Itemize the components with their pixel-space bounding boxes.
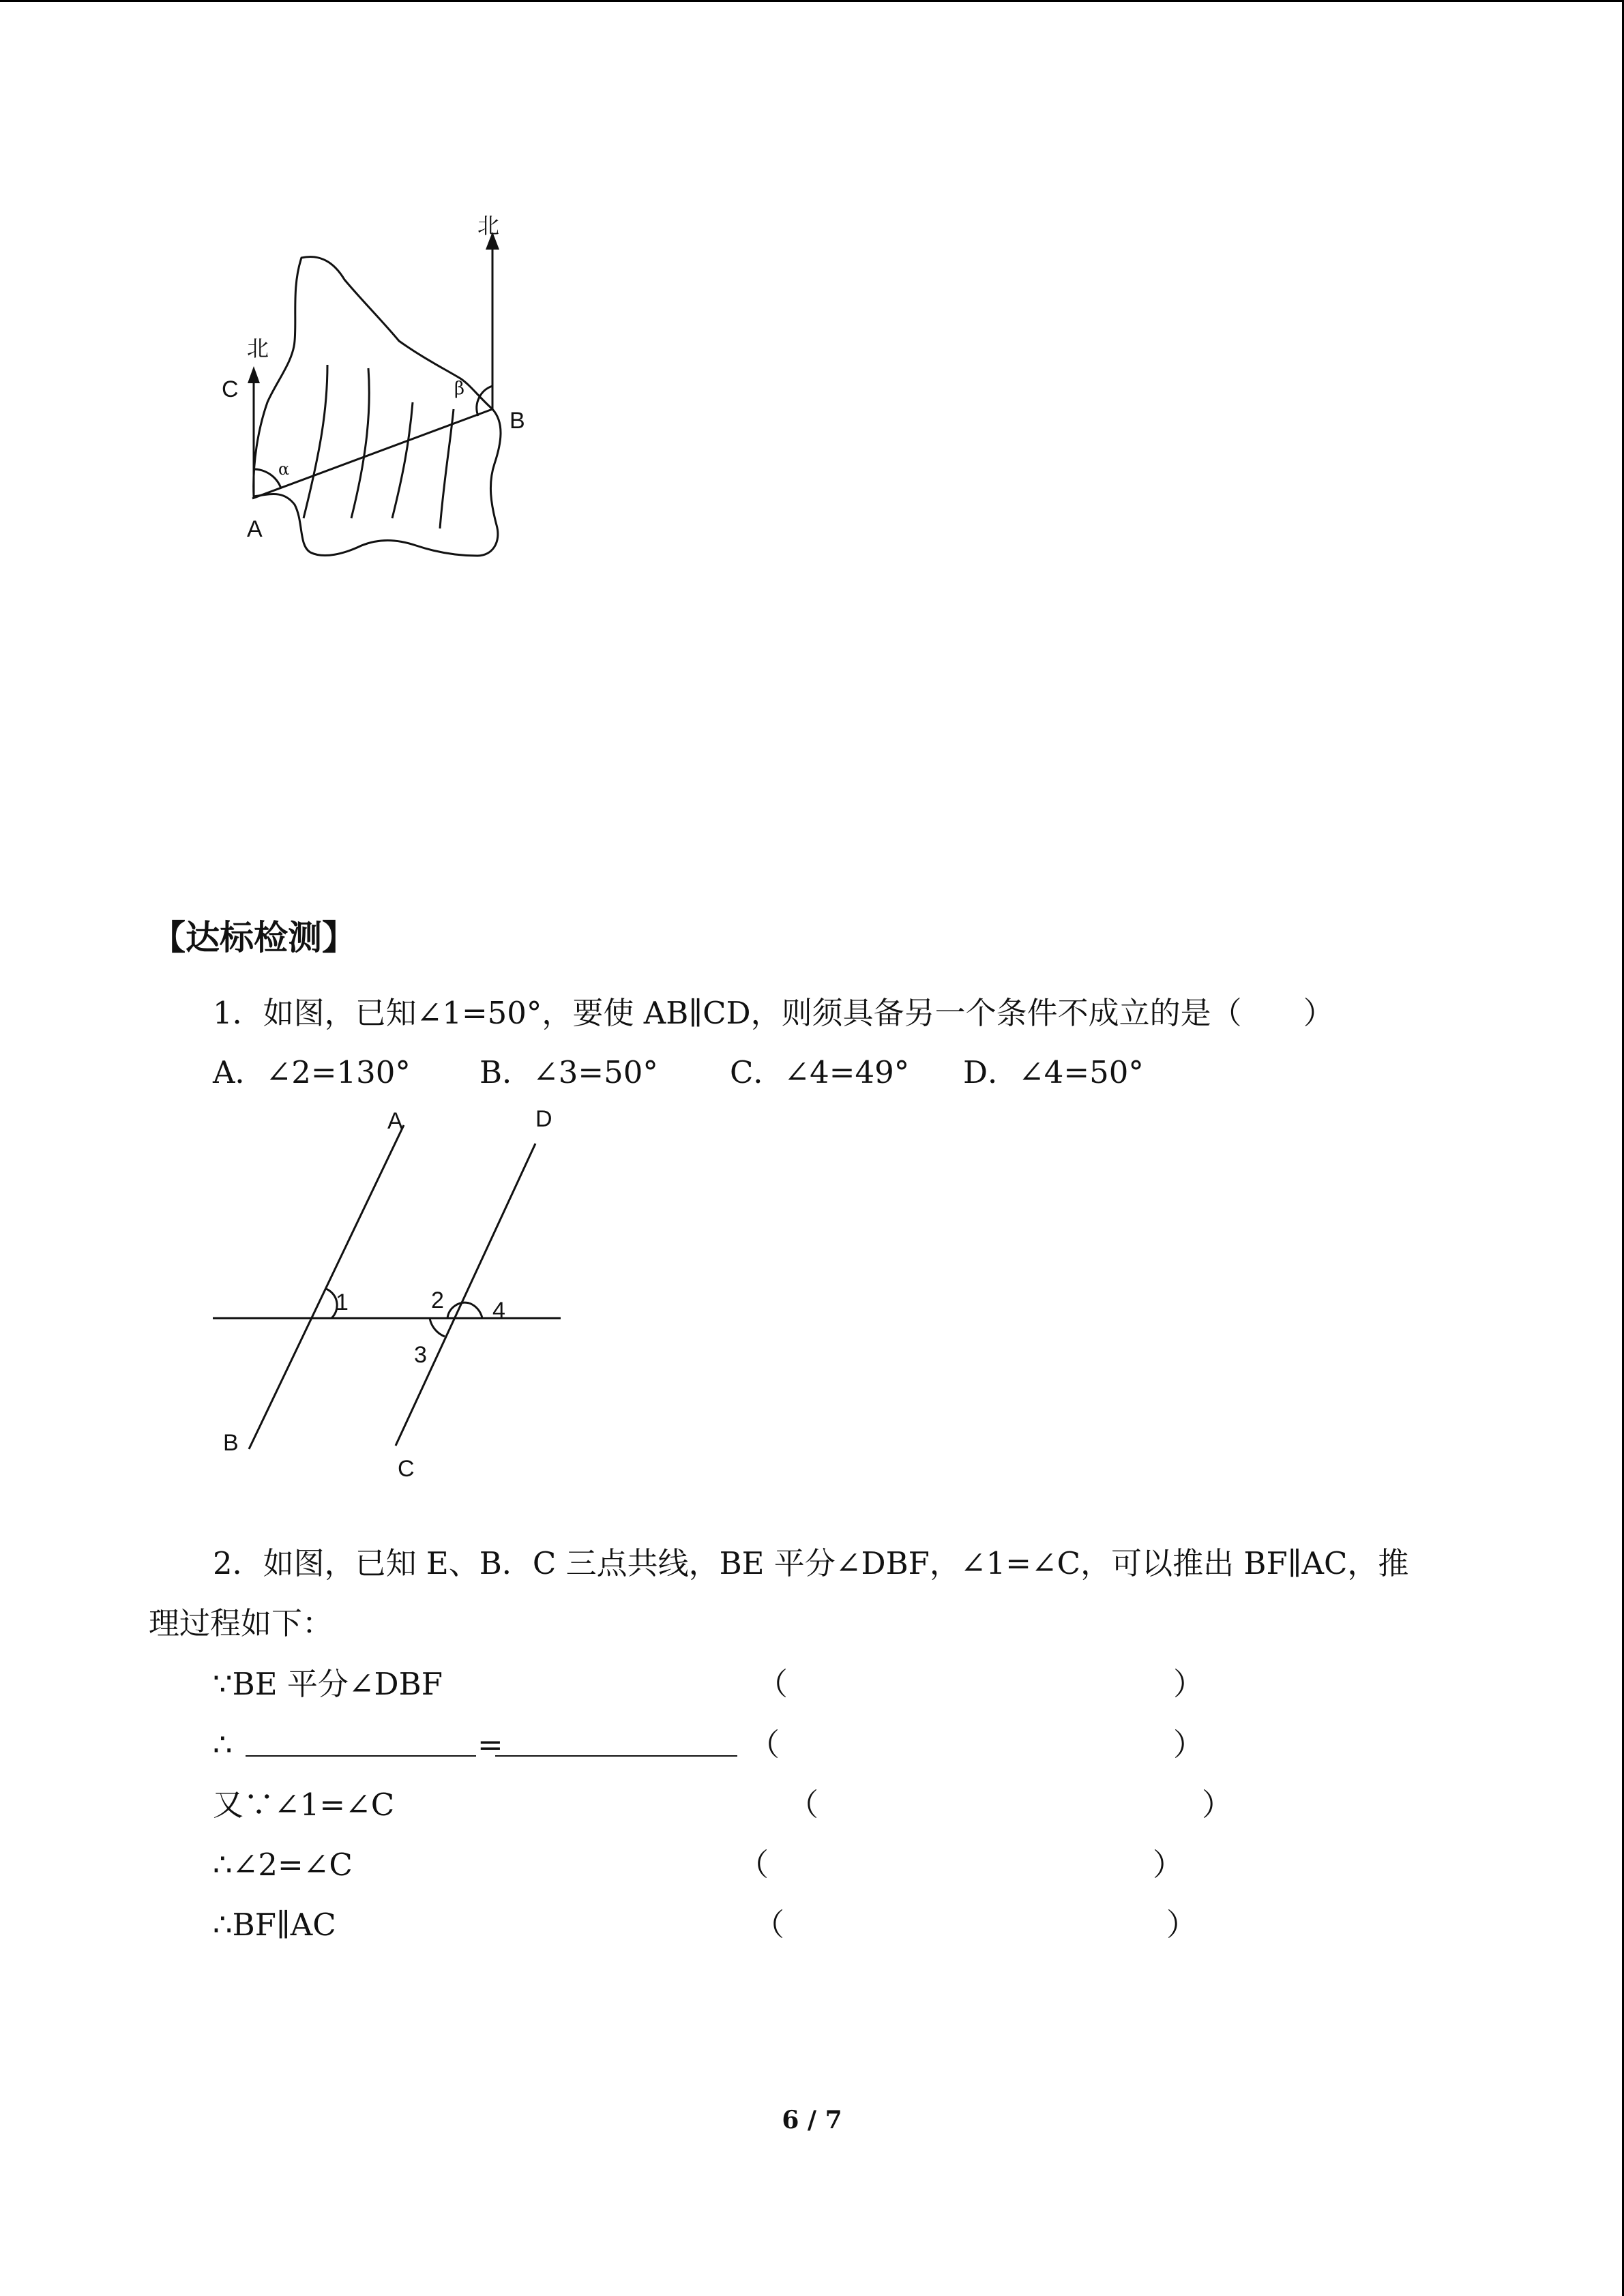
q2-step2-close-paren: ） xyxy=(1173,1727,1205,1763)
q2-step4-close-paren: ） xyxy=(1153,1847,1184,1883)
fig2-label-2: 2 xyxy=(431,1287,444,1313)
fig2-label-3: 3 xyxy=(414,1342,427,1368)
line-ab xyxy=(249,1125,404,1449)
q1-option-c: C．∠4=49° xyxy=(730,1054,910,1090)
q2-step2-blank-left[interactable] xyxy=(246,1728,476,1757)
label-b: B xyxy=(510,408,525,434)
q2-stem-line1: 2．如图，已知 E、B．C 三点共线，BE 平分∠DBF，∠1=∠C，可以推出 BF∥AC，推 xyxy=(213,1545,1409,1581)
q2-step2-blank-right[interactable] xyxy=(495,1728,737,1757)
label-north-left: 北 xyxy=(247,336,269,361)
q2-step3-text: 又∵∠1=∠C xyxy=(213,1787,395,1823)
q1-stem: 1．如图，已知∠1=50°，要使 AB∥CD，则须具备另一个条件不成立的是（ ） xyxy=(213,995,1334,1031)
fig2-label-1: 1 xyxy=(336,1289,349,1315)
fig2-label-4: 4 xyxy=(492,1298,505,1324)
q2-step4-open-paren: （ xyxy=(738,1847,769,1883)
label-alpha: α xyxy=(278,460,290,479)
q2-step5-close-paren: ） xyxy=(1166,1907,1198,1943)
q2-step1-open-paren: （ xyxy=(757,1666,788,1702)
q1-option-a: A．∠2=130° xyxy=(213,1054,411,1090)
q2-step1-text: ∵BE 平分∠DBF xyxy=(213,1666,443,1702)
fig2-label-d: D xyxy=(535,1106,552,1132)
q2-step5-open-paren: （ xyxy=(754,1907,785,1943)
q2-step3-close-paren: ） xyxy=(1202,1787,1233,1823)
q1-option-b: B．∠3=50° xyxy=(479,1054,658,1090)
page-number: 6 / 7 xyxy=(782,2106,842,2134)
fig2-label-c: C xyxy=(398,1456,415,1482)
angle-arc-4 xyxy=(469,1303,482,1318)
label-a: A xyxy=(247,516,263,542)
label-c: C xyxy=(222,376,239,402)
q2-stem-line2: 理过程如下： xyxy=(149,1605,334,1641)
label-north-top: 北 xyxy=(477,213,500,239)
q2-step1-close-paren: ） xyxy=(1173,1666,1205,1702)
fig2-label-a: A xyxy=(387,1108,403,1134)
q1-option-d: D．∠4=50° xyxy=(963,1054,1144,1090)
line-cd xyxy=(396,1144,535,1446)
q2-step3-open-paren: （ xyxy=(788,1787,819,1823)
q2-step2-open-paren: （ xyxy=(749,1727,780,1763)
label-beta: β xyxy=(454,378,465,399)
fig2-label-b: B xyxy=(223,1430,239,1456)
q2-step2-equals: = xyxy=(477,1727,503,1763)
section-heading: 【达标检测】 xyxy=(151,918,356,957)
q2-step2-therefore: ∴ xyxy=(213,1727,233,1763)
q2-step4-text: ∴∠2=∠C xyxy=(213,1847,353,1883)
q2-step5-text: ∴BF∥AC xyxy=(213,1907,336,1943)
angle-arc-3 xyxy=(430,1318,445,1337)
